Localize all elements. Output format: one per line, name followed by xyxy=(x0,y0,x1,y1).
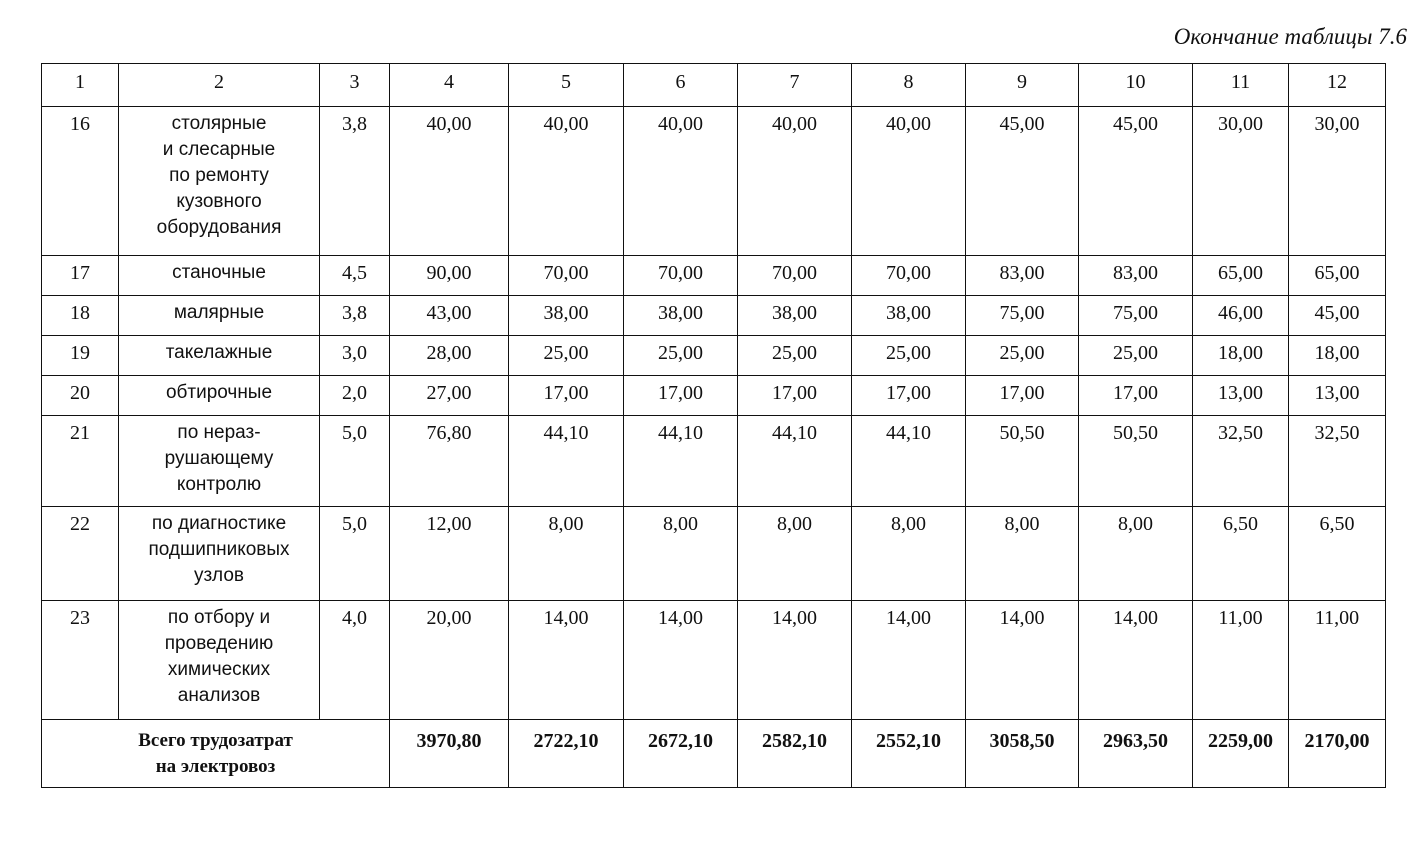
value-cell: 50,50 xyxy=(1079,416,1193,507)
work-type-name-line: столярные xyxy=(171,113,267,134)
value-cell: 17,00 xyxy=(852,376,966,416)
value-cell: 8,00 xyxy=(509,507,624,601)
value-cell: 70,00 xyxy=(852,256,966,296)
value-cell: 32,50 xyxy=(1289,416,1386,507)
work-type-name xyxy=(119,107,320,256)
value-cell: 17,00 xyxy=(966,376,1079,416)
work-type-name-line: контролю xyxy=(176,474,262,495)
value-cell: 17,00 xyxy=(624,376,738,416)
work-type-name-line: проведению xyxy=(164,633,274,654)
work-type-name-line: по диагностике xyxy=(151,513,287,534)
value-cell: 8,00 xyxy=(624,507,738,601)
value-cell: 14,00 xyxy=(852,601,966,720)
row-number: 20 xyxy=(42,376,119,416)
value-cell: 90,00 xyxy=(390,256,509,296)
column-header: 9 xyxy=(966,64,1079,107)
column-header: 7 xyxy=(738,64,852,107)
value-cell: 14,00 xyxy=(738,601,852,720)
total-value-cell: 2259,00 xyxy=(1193,720,1289,788)
coefficient-cell: 5,0 xyxy=(320,416,390,507)
total-label-line: Всего трудозатрат xyxy=(138,730,293,751)
value-cell: 76,80 xyxy=(390,416,509,507)
value-cell: 38,00 xyxy=(509,296,624,336)
value-cell: 65,00 xyxy=(1289,256,1386,296)
total-value-cell: 2722,10 xyxy=(509,720,624,788)
work-type-name-line: и слесарные xyxy=(162,139,276,160)
work-type-name-line: рушающему xyxy=(164,448,274,469)
total-value-cell: 2582,10 xyxy=(738,720,852,788)
table-row xyxy=(42,601,1386,720)
work-type-name-line: по нераз- xyxy=(177,422,261,443)
value-cell: 70,00 xyxy=(738,256,852,296)
value-cell: 13,00 xyxy=(1289,376,1386,416)
work-type-name xyxy=(119,296,320,336)
value-cell: 14,00 xyxy=(509,601,624,720)
value-cell: 8,00 xyxy=(852,507,966,601)
value-cell: 8,00 xyxy=(966,507,1079,601)
work-type-name-line: кузовного xyxy=(176,191,262,212)
work-type-name-line: малярные xyxy=(173,302,265,323)
value-cell: 30,00 xyxy=(1193,107,1289,256)
column-header: 3 xyxy=(320,64,390,107)
table-row xyxy=(42,416,1386,507)
work-type-name xyxy=(119,416,320,507)
value-cell: 20,00 xyxy=(390,601,509,720)
total-value-cell: 2552,10 xyxy=(852,720,966,788)
total-row xyxy=(42,720,1386,788)
total-label xyxy=(42,720,390,788)
value-cell: 11,00 xyxy=(1289,601,1386,720)
value-cell: 25,00 xyxy=(624,336,738,376)
value-cell: 25,00 xyxy=(852,336,966,376)
row-number: 21 xyxy=(42,416,119,507)
value-cell: 40,00 xyxy=(624,107,738,256)
value-cell: 40,00 xyxy=(852,107,966,256)
value-cell: 14,00 xyxy=(1079,601,1193,720)
row-number: 22 xyxy=(42,507,119,601)
coefficient-cell: 2,0 xyxy=(320,376,390,416)
column-header: 5 xyxy=(509,64,624,107)
value-cell: 14,00 xyxy=(624,601,738,720)
work-type-name xyxy=(119,601,320,720)
work-type-name-line: узлов xyxy=(194,565,244,586)
value-cell: 8,00 xyxy=(738,507,852,601)
work-type-name-line: химических xyxy=(167,659,271,680)
work-type-name xyxy=(119,507,320,601)
value-cell: 18,00 xyxy=(1289,336,1386,376)
coefficient-cell: 3,8 xyxy=(320,107,390,256)
value-cell: 17,00 xyxy=(1079,376,1193,416)
value-cell: 40,00 xyxy=(390,107,509,256)
work-type-name xyxy=(119,256,320,296)
table-row xyxy=(42,336,1386,376)
table-row xyxy=(42,296,1386,336)
value-cell: 44,10 xyxy=(738,416,852,507)
value-cell: 13,00 xyxy=(1193,376,1289,416)
table-caption: Окончание таблицы 7.6 xyxy=(1173,24,1407,49)
value-cell: 70,00 xyxy=(624,256,738,296)
value-cell: 65,00 xyxy=(1193,256,1289,296)
value-cell: 70,00 xyxy=(509,256,624,296)
total-value-cell: 3058,50 xyxy=(966,720,1079,788)
value-cell: 75,00 xyxy=(966,296,1079,336)
header-row xyxy=(42,64,1386,107)
table-row xyxy=(42,507,1386,601)
row-number: 16 xyxy=(42,107,119,256)
value-cell: 14,00 xyxy=(966,601,1079,720)
value-cell: 40,00 xyxy=(509,107,624,256)
work-type-name-line: такелажные xyxy=(165,342,273,363)
table-row xyxy=(42,256,1386,296)
value-cell: 32,50 xyxy=(1193,416,1289,507)
column-header: 8 xyxy=(852,64,966,107)
value-cell: 45,00 xyxy=(1079,107,1193,256)
value-cell: 28,00 xyxy=(390,336,509,376)
value-cell: 38,00 xyxy=(624,296,738,336)
value-cell: 18,00 xyxy=(1193,336,1289,376)
total-value-cell: 2963,50 xyxy=(1079,720,1193,788)
work-type-name-line: оборудования xyxy=(156,217,282,238)
table-row xyxy=(42,107,1386,256)
table-row xyxy=(42,376,1386,416)
work-type-name xyxy=(119,336,320,376)
labor-table xyxy=(41,63,1386,788)
value-cell: 50,50 xyxy=(966,416,1079,507)
column-header: 11 xyxy=(1193,64,1289,107)
total-value-cell: 2672,10 xyxy=(624,720,738,788)
value-cell: 30,00 xyxy=(1289,107,1386,256)
work-type-name-line: анализов xyxy=(177,685,261,706)
work-type-name-line: по отбору и xyxy=(167,607,271,628)
value-cell: 44,10 xyxy=(509,416,624,507)
work-type-name-line: обтирочные xyxy=(165,382,273,403)
column-header: 1 xyxy=(42,64,119,107)
coefficient-cell: 5,0 xyxy=(320,507,390,601)
coefficient-cell: 4,5 xyxy=(320,256,390,296)
column-header: 12 xyxy=(1289,64,1386,107)
value-cell: 46,00 xyxy=(1193,296,1289,336)
value-cell: 25,00 xyxy=(509,336,624,376)
value-cell: 83,00 xyxy=(966,256,1079,296)
value-cell: 17,00 xyxy=(738,376,852,416)
value-cell: 17,00 xyxy=(509,376,624,416)
column-header: 6 xyxy=(624,64,738,107)
total-value-cell: 2170,00 xyxy=(1289,720,1386,788)
row-number: 19 xyxy=(42,336,119,376)
value-cell: 6,50 xyxy=(1193,507,1289,601)
value-cell: 83,00 xyxy=(1079,256,1193,296)
coefficient-cell: 4,0 xyxy=(320,601,390,720)
row-number: 23 xyxy=(42,601,119,720)
value-cell: 38,00 xyxy=(738,296,852,336)
value-cell: 40,00 xyxy=(738,107,852,256)
value-cell: 44,10 xyxy=(852,416,966,507)
value-cell: 12,00 xyxy=(390,507,509,601)
value-cell: 25,00 xyxy=(966,336,1079,376)
value-cell: 11,00 xyxy=(1193,601,1289,720)
value-cell: 75,00 xyxy=(1079,296,1193,336)
row-number: 18 xyxy=(42,296,119,336)
coefficient-cell: 3,8 xyxy=(320,296,390,336)
value-cell: 25,00 xyxy=(1079,336,1193,376)
value-cell: 43,00 xyxy=(390,296,509,336)
row-number: 17 xyxy=(42,256,119,296)
work-type-name-line: по ремонту xyxy=(169,165,269,186)
column-header: 10 xyxy=(1079,64,1193,107)
column-header: 2 xyxy=(119,64,320,107)
column-header: 4 xyxy=(390,64,509,107)
value-cell: 45,00 xyxy=(1289,296,1386,336)
coefficient-cell: 3,0 xyxy=(320,336,390,376)
value-cell: 27,00 xyxy=(390,376,509,416)
value-cell: 8,00 xyxy=(1079,507,1193,601)
work-type-name-line: станочные xyxy=(172,262,266,283)
total-label-line: на электровоз xyxy=(155,756,276,777)
value-cell: 38,00 xyxy=(852,296,966,336)
work-type-name xyxy=(119,376,320,416)
value-cell: 25,00 xyxy=(738,336,852,376)
value-cell: 44,10 xyxy=(624,416,738,507)
value-cell: 6,50 xyxy=(1289,507,1386,601)
value-cell: 45,00 xyxy=(966,107,1079,256)
work-type-name-line: подшипниковых xyxy=(148,539,290,560)
total-value-cell: 3970,80 xyxy=(390,720,509,788)
